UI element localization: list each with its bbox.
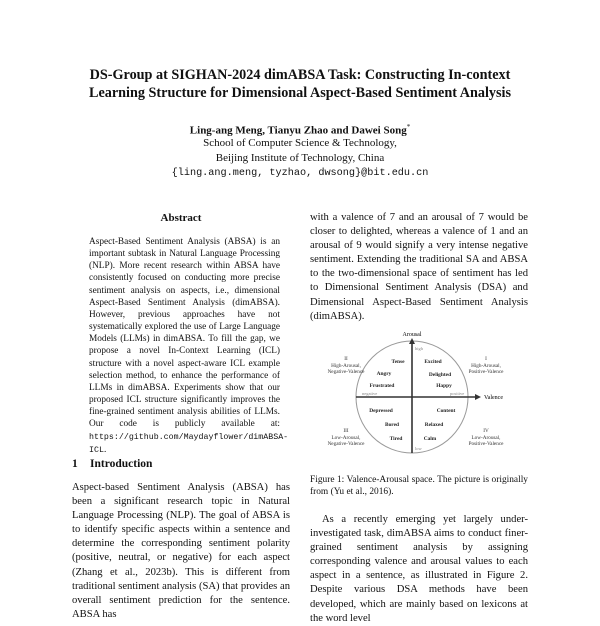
title-line-2: Learning Structure for Dimensional Aspect-Based Sentiment Analysis <box>89 85 511 101</box>
abstract-heading: Abstract <box>160 212 202 224</box>
q1-line1: High-Arousal, <box>471 363 501 369</box>
quadrant-labels <box>328 356 505 447</box>
affiliation-line-1: School of Computer Science & Technology, <box>203 137 397 149</box>
author-mark: * <box>406 123 411 131</box>
emotion-word: Tense <box>391 359 405 365</box>
intro-paragraph: Aspect-based Sentiment Analysis (ABSA) has been a significant research topic in Natural Language Processing (NLP). The goal of ABSA is to identify specific aspects within a sentence and determine the corresponding sentiment polarity (positive, neutral, or negative) for each aspect (Zhang et al., 2023b). This is different from traditional sentiment analysis (SA) that provides an overall sentiment prediction for the sentence. ABSA has <box>72 482 290 620</box>
section-number: 1 <box>72 458 78 470</box>
axis-top-label: Arousal <box>402 332 422 338</box>
figure-caption: Figure 1: Valence-Arousal space. The picture is originally from (Yu et al., 2016). <box>310 475 528 498</box>
q3-num: III <box>343 428 349 434</box>
paper-title <box>0 66 600 102</box>
axis-right-sub: positive <box>450 391 465 396</box>
axis-bottom-sub: low <box>415 446 422 451</box>
q1-line2: Positive-Valence <box>468 369 504 375</box>
axis-top-sub: high <box>415 346 424 351</box>
q4-num: IV <box>483 428 489 434</box>
q3-line1: Low-Arousal, <box>331 435 361 441</box>
emotion-word: Bored <box>385 422 399 428</box>
emotion-word: Tired <box>389 436 403 442</box>
valence-arousal-figure <box>310 330 528 460</box>
col2-paragraph: with a valence of 7 and an arousal of 7 would be closer to delighted, whereas a valence of 1 and an arousal of 9 would signify a very intense negative sentiment. Extending the traditional SA and ABSA to the two-dimensional space of sentiment has led to Dimensional Sentiment Analysis (DSA) and Dimensional Aspect-Based Sentiment Analysis (dimABSA). <box>310 212 528 322</box>
q4-line1: Low-Arousal, <box>471 435 501 441</box>
axis-left-sub: negative <box>362 391 378 396</box>
emotion-word: Happy <box>436 383 452 389</box>
valence-arrow-icon <box>475 394 481 400</box>
emotion-word: Content <box>436 408 456 414</box>
emotion-word: Relaxed <box>424 422 444 428</box>
section-heading <box>72 458 152 470</box>
valence-arousal-diagram <box>310 330 528 464</box>
affiliation-line-2: Beijing Institute of Technology, China <box>215 152 385 164</box>
emotion-word: Depressed <box>369 408 393 414</box>
abstract-text: Aspect-Based Sentiment Analysis (ABSA) is an important subtask in Natural Language Processing (NLP). More recent research within ABSA have consistently focused on conducting more precise sentiment analysis on aspects, i.e., dimensional Aspect-Based Sentiment Analysis (dimABSA). However, previous approaches have not systematically explored the use of Large Language Models (LLMs) in dimABSA. To fill the gap, we propose a novel In-Context Learning (ICL) structure with a novel aspect-aware ICL example selection method, to enhance the performance of LLMs in dimABSA. Experiments show that our proposed ICL structure significantly improves the fine-grained sentiment analysis abilities of LLMs. Our code is publicly available at: <box>89 237 280 430</box>
author-emails: {ling.ang.meng, tyzhao, dwsong}@bit.edu.cn <box>171 168 429 179</box>
emotion-word: Excited <box>424 359 442 365</box>
emotion-word: Delighted <box>428 372 452 378</box>
emotion-word: Calm <box>423 436 437 442</box>
abstract-code-link[interactable]: https://github.com/Maydayflower/dimABSA-ICL <box>89 432 289 455</box>
axis-right-label: Valence <box>484 395 503 401</box>
q2-line2: Negative-Valence <box>327 369 365 375</box>
authors: Ling-ang Meng, Tianyu Zhao and Dawei Song <box>189 124 407 137</box>
q3-line2: Negative-Valence <box>327 441 365 447</box>
emotion-word: Frustrated <box>369 383 395 389</box>
col2-bottom-paragraph: As a recently emerging yet largely under-investigated task, dimABSA aims to conduct finer-grained sentiment analysis by assigning corresponding valence and arousal values to each aspect in a sentence, as illustrated in Figure 2. Despite various DSA methods have been developed, which are mainly based on lexicons at the word level <box>310 514 528 624</box>
abstract-body: Aspect-Based Sentiment Analysis (ABSA) is an important subtask in Natural Language Processing (NLP). More recent research within ABSA have consistently focused on conducting more precise sentiment analysis on aspects, i.e., dimensional Aspect-Based Sentiment Analysis (dimABSA). However, previous approaches have not systematically explored the use of Large Language Models (LLMs) in dimABSA. To fill the gap, we propose a novel In-Context Learning (ICL) structure with a novel aspect-aware ICL example selection method, to enhance the performance of LLMs in dimABSA. Experiments show that our proposed ICL structure significantly improves the fine-grained sentiment analysis abilities of LLMs. Our code is publicly available at: https://github.com/Maydayflower/dimABSA-ICL. <box>89 237 289 455</box>
section-title: Introduction <box>90 458 153 470</box>
emotion-word: Angry <box>376 371 392 377</box>
q1-num: I <box>485 356 487 362</box>
q4-line2: Positive-Valence <box>468 441 504 447</box>
q2-num: II <box>344 356 348 362</box>
q2-line1: High-Arousal, <box>331 363 361 369</box>
title-line-1: DS-Group at SIGHAN-2024 dimABSA Task: Constructing In-context <box>89 67 511 83</box>
